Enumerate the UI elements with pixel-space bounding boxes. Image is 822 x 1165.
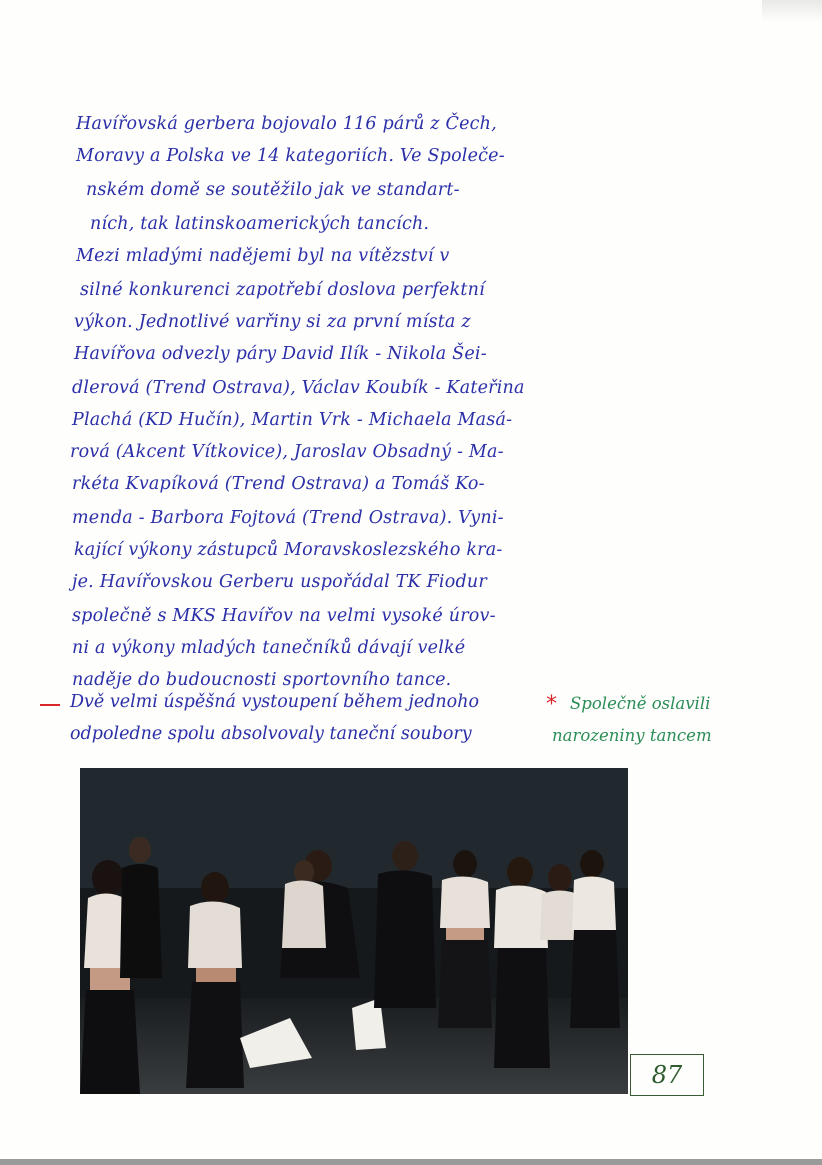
asterisk-icon: *: [546, 692, 557, 717]
text-line: nském domě se soutěžilo jak ve standart-: [86, 180, 460, 200]
text-line: rová (Akcent Vítkovice), Jaroslav Obsadný - Ma-: [70, 442, 504, 462]
note-line: odpoledne spolu absolvovaly taneční soubory: [70, 724, 472, 744]
text-line: silné konkurenci zapotřebí doslova perfektní: [80, 280, 485, 300]
green-annotation-line: Společně oslavili: [570, 694, 711, 713]
red-dash-mark: [40, 704, 60, 706]
text-line: společně s MKS Havířov na velmi vysoké úrov-: [72, 606, 496, 626]
text-line: Plachá (KD Hučín), Martin Vrk - Michaela Masá-: [72, 410, 513, 430]
text-line: Havířova odvezly páry David Ilík - Nikola Šei-: [74, 344, 487, 364]
text-line: ních, tak latinskoamerických tancích.: [90, 214, 430, 234]
text-line: menda - Barbora Fojtová (Trend Ostrava). Vyni-: [72, 508, 504, 528]
page-number-box: [630, 1054, 704, 1096]
text-line: naděje do budoucnosti sportovního tance.: [72, 670, 452, 690]
green-annotation-line: narozeniny tancem: [552, 726, 712, 745]
text-line: Moravy a Polska ve 14 kategoriích. Ve Společe-: [76, 146, 505, 166]
text-line: Havířovská gerbera bojovalo 116 párů z Čech,: [76, 114, 497, 134]
page-number: 87: [651, 1061, 683, 1089]
text-line: rkéta Kvapíková (Trend Ostrava) a Tomáš Ko-: [72, 474, 485, 494]
dancers-illustration: [80, 768, 628, 1094]
text-line: Mezi mladými nadějemi byl na vítězství v: [76, 246, 450, 266]
text-line: kající výkony zástupců Moravskoslezského kra-: [74, 540, 503, 560]
text-line: výkon. Jednotlivé varřiny si za první místa z: [74, 312, 471, 332]
note-line: Dvě velmi úspěšná vystoupení během jednoho: [70, 692, 480, 712]
scan-bottom-edge: [0, 1159, 822, 1165]
scan-edge-shadow: [762, 0, 822, 22]
text-line: je. Havířovskou Gerberu uspořádal TK Fiodur: [72, 572, 487, 592]
text-line: dlerová (Trend Ostrava), Václav Koubík - Kateřina: [72, 378, 525, 398]
dance-photo: [80, 768, 628, 1094]
text-line: ni a výkony mladých tanečníků dávají velké: [72, 638, 466, 658]
